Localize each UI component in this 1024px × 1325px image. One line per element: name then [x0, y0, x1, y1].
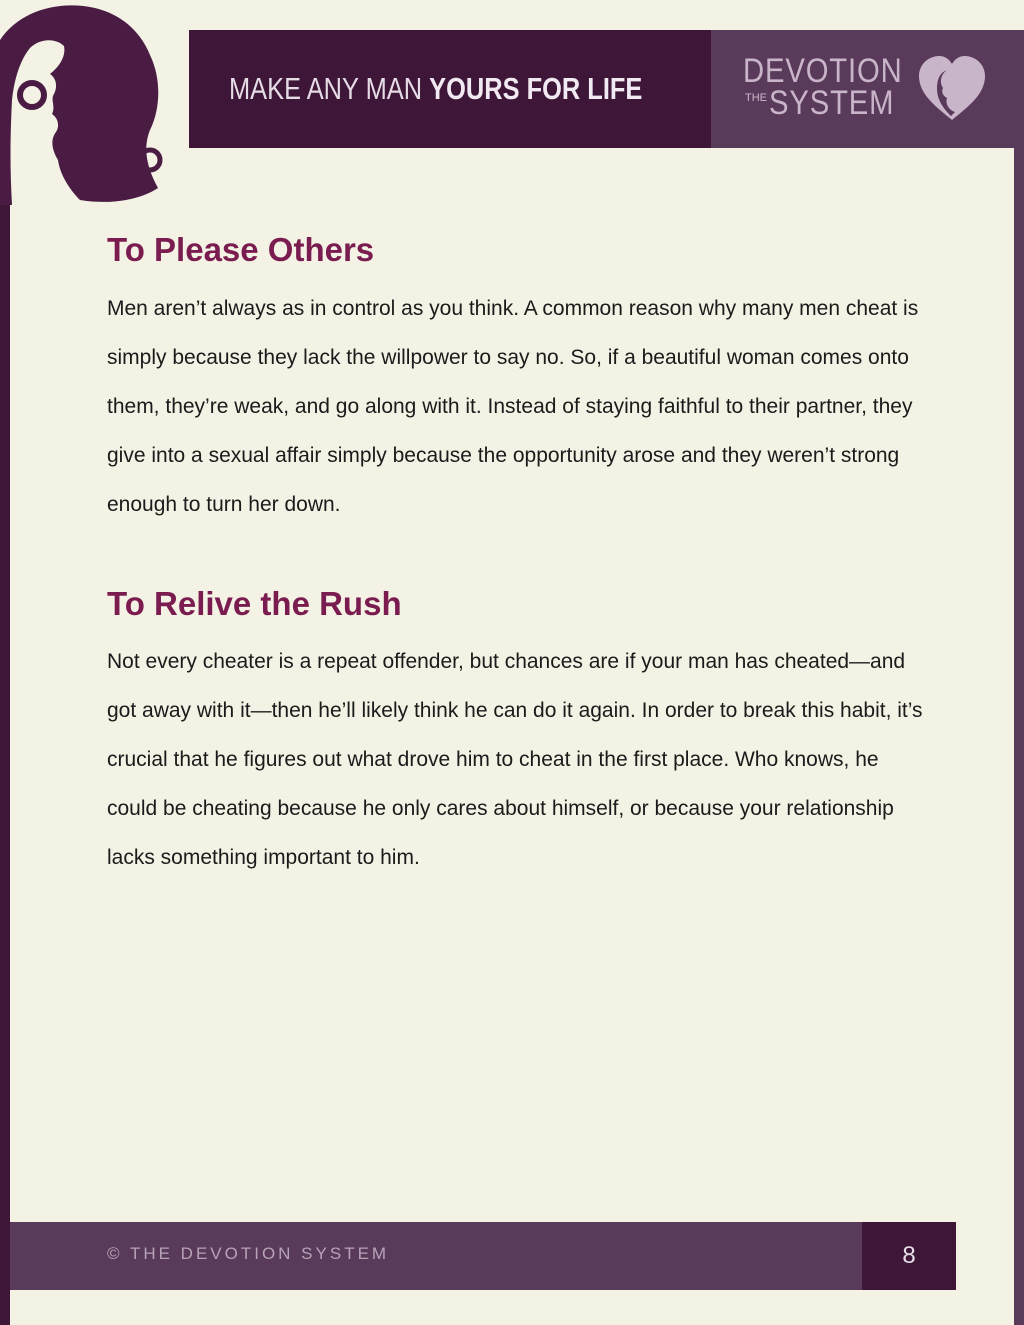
woman-silhouette-icon [0, 0, 175, 205]
heart-silhouette-icon [917, 56, 987, 122]
left-border [0, 150, 10, 1325]
brand-logo [711, 30, 1014, 148]
footer-copyright: © THE DEVOTION SYSTEM [107, 1244, 390, 1263]
section-body-please-others: Men aren’t always as in control as you think. A common reason why many men cheat is simply because they lack the willpower to say no. So, if a beautiful woman comes onto them, they’re weak, and go along with it. Instead of staying faithful to their partner, they give into a sexual affair simply because the opportunity arose and they weren’t strong enough to turn her down. [107, 296, 919, 516]
page-content [107, 230, 927, 882]
header-title-bold: YOURS FOR LIFE [429, 71, 643, 106]
brand-system: SYSTEM [769, 84, 895, 122]
page-number: 8 [862, 1222, 956, 1290]
section-title-relive-rush: To Relive the Rush [107, 584, 402, 622]
header-title-light: MAKE ANY MAN [229, 71, 430, 106]
right-border [1014, 30, 1024, 1325]
header-title-bar [189, 30, 711, 148]
page-header [189, 30, 1014, 148]
page-footer [10, 1222, 956, 1290]
brand-the: THE [745, 92, 767, 104]
brand-devotion: DEVOTION [743, 52, 903, 90]
section-title-please-others: To Please Others [107, 231, 375, 268]
header-title [229, 71, 642, 107]
section-body-relive-rush: Not every cheater is a repeat offender, but chances are if your man has cheated—and got away with it—then he’ll likely think he can do it again. In order to break this habit, it’s crucial that he figures out what drove him to cheat in the first place. Who knows, he could be cheating because he only cares about himself, or because your relationship lacks something important to him. [107, 650, 923, 870]
